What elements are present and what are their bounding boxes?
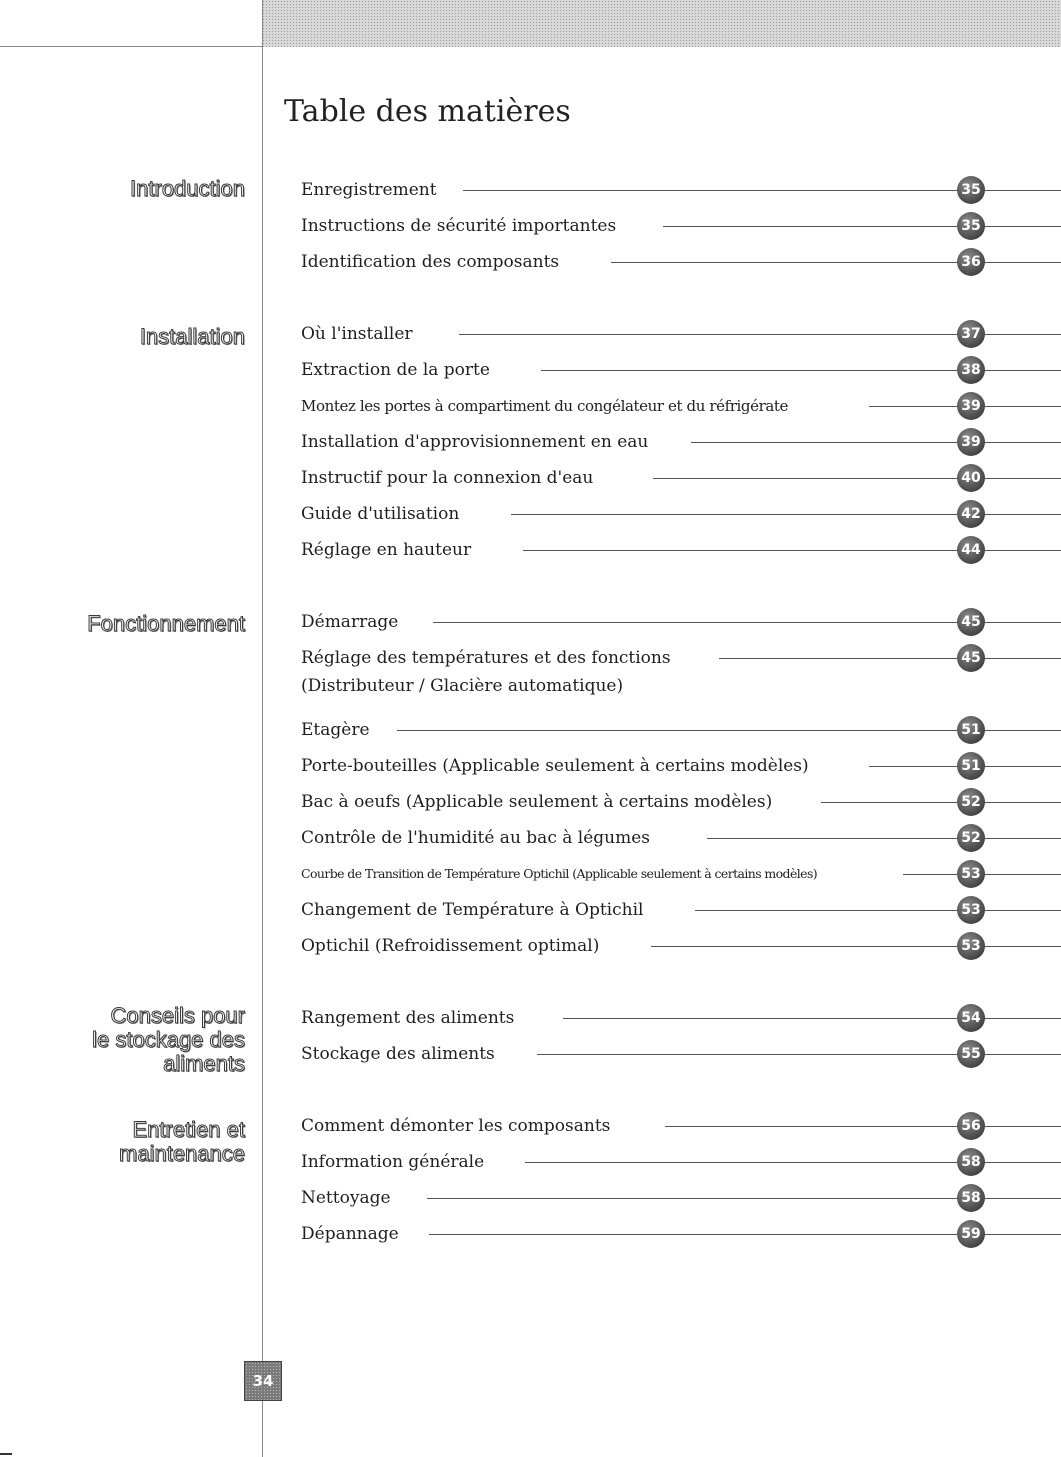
section-label-introduction: Introduction <box>130 176 245 201</box>
toc-entry[interactable] <box>301 644 1061 672</box>
leader-line <box>663 226 1061 227</box>
page-number-badge: 45 <box>957 644 985 672</box>
section-label-conseils <box>92 1004 245 1076</box>
entry-title: Extraction de la porte <box>301 360 490 380</box>
leader-line <box>611 262 1061 263</box>
header-band <box>262 0 1061 47</box>
leader-line <box>719 658 1061 659</box>
page-number-badge: 54 <box>957 1004 985 1032</box>
entry-title: Information générale <box>301 1152 485 1172</box>
toc-entry[interactable] <box>301 248 1061 276</box>
section-label-entretien <box>119 1118 245 1166</box>
entry-title: Changement de Température à Optichil <box>301 900 644 920</box>
page-number-badge: 53 <box>957 932 985 960</box>
page-number-badge: 52 <box>957 788 985 816</box>
leader-line <box>821 802 1061 803</box>
toc-entry[interactable] <box>301 896 1061 924</box>
section-label-line: le stockage des <box>92 1027 245 1052</box>
section-label-line: aliments <box>163 1051 245 1076</box>
toc-entry[interactable] <box>301 212 1061 240</box>
page-number-badge: 51 <box>957 716 985 744</box>
entry-title: Réglage en hauteur <box>301 540 472 560</box>
entry-title: Où l'installer <box>301 324 413 344</box>
page-number-badge: 39 <box>957 428 985 456</box>
entry-title: Nettoyage <box>301 1188 391 1208</box>
page-number-badge: 59 <box>957 1220 985 1248</box>
page-number-badge: 58 <box>957 1184 985 1212</box>
page-number-badge: 35 <box>957 176 985 204</box>
entry-title: Enregistrement <box>301 180 437 200</box>
entry-title: Courbe de Transition de Température Optichil (Applicable seulement à certains modèles) <box>301 866 818 881</box>
page-number-badge: 36 <box>957 248 985 276</box>
entry-title: Bac à oeufs (Applicable seulement à certains modèles) <box>301 792 773 812</box>
toc-entry[interactable] <box>301 752 1061 780</box>
entry-title: Etagère <box>301 720 370 740</box>
toc-entry[interactable] <box>301 1220 1061 1248</box>
toc-entry[interactable] <box>301 608 1061 636</box>
entry-title: Montez les portes à compartiment du congélateur et du réfrigérate <box>301 397 789 415</box>
entry-title: Optichil (Refroidissement optimal) <box>301 936 600 956</box>
leader-line <box>653 478 1061 479</box>
page-number-badge: 58 <box>957 1148 985 1176</box>
page-number-badge: 56 <box>957 1112 985 1140</box>
toc-entry[interactable] <box>301 788 1061 816</box>
toc-entry[interactable] <box>301 1184 1061 1212</box>
toc-entry[interactable] <box>301 356 1061 384</box>
entry-title: Réglage des températures et des fonctions <box>301 648 671 668</box>
entry-continuation: (Distributeur / Glacière automatique) <box>301 676 624 696</box>
section-label-line: Conseils pour <box>110 1003 245 1028</box>
page-number-badge: 38 <box>957 356 985 384</box>
entry-title: Instructions de sécurité importantes <box>301 216 617 236</box>
entry-title: Porte-bouteilles (Applicable seulement à certains modèles) <box>301 756 809 776</box>
page-number-badge: 44 <box>957 536 985 564</box>
entry-title: Guide d'utilisation <box>301 504 460 524</box>
page-number-badge: 52 <box>957 824 985 852</box>
leader-line <box>695 910 1061 911</box>
toc-entry[interactable] <box>301 860 1061 888</box>
page-number-badge: 55 <box>957 1040 985 1068</box>
vertical-divider <box>262 0 263 1457</box>
toc-entry[interactable] <box>301 1112 1061 1140</box>
page-number-badge: 51 <box>957 752 985 780</box>
entry-title: Identification des composants <box>301 252 560 272</box>
page-number-badge: 53 <box>957 896 985 924</box>
leader-line <box>665 1126 1061 1127</box>
entry-title: Instructif pour la connexion d'eau <box>301 468 594 488</box>
leader-line <box>563 1018 1061 1019</box>
page-number-badge: 39 <box>957 392 985 420</box>
section-label-installation: Installation <box>139 324 245 349</box>
section-label-line: maintenance <box>119 1141 245 1166</box>
page-number-badge: 45 <box>957 608 985 636</box>
page-number-badge: 53 <box>957 860 985 888</box>
toc-entry[interactable] <box>301 536 1061 564</box>
page-number-badge: 40 <box>957 464 985 492</box>
toc-entry[interactable] <box>301 320 1061 348</box>
entry-title: Comment démonter les composants <box>301 1116 611 1136</box>
entry-title: Dépannage <box>301 1224 399 1244</box>
toc-entry[interactable] <box>301 428 1061 456</box>
top-rule <box>0 46 262 47</box>
entry-title: Contrôle de l'humidité au bac à légumes <box>301 828 651 848</box>
page-number: 34 <box>244 1361 282 1401</box>
page-number-badge: 35 <box>957 212 985 240</box>
entry-title: Installation d'approvisionnement en eau <box>301 432 649 452</box>
toc-entry[interactable] <box>301 500 1061 528</box>
toc-entry[interactable] <box>301 1004 1061 1032</box>
section-label-line: Entretien et <box>132 1117 245 1142</box>
corner-mark <box>0 1453 12 1455</box>
entry-title: Rangement des aliments <box>301 1008 515 1028</box>
toc-entry[interactable] <box>301 716 1061 744</box>
toc-entry[interactable] <box>301 392 1061 420</box>
toc-entry[interactable] <box>301 1148 1061 1176</box>
entry-title: Démarrage <box>301 612 399 632</box>
toc-entry[interactable] <box>301 1040 1061 1068</box>
page-number-badge: 37 <box>957 320 985 348</box>
leader-line <box>707 838 1061 839</box>
page-number-badge: 42 <box>957 500 985 528</box>
toc-entry[interactable] <box>301 176 1061 204</box>
toc-entry[interactable] <box>301 464 1061 492</box>
entry-title: Stockage des aliments <box>301 1044 495 1064</box>
page-title: Table des matières <box>284 94 571 129</box>
leader-line <box>651 946 1061 947</box>
toc-entry[interactable] <box>301 932 1061 960</box>
toc-entry[interactable] <box>301 824 1061 852</box>
leader-line <box>691 442 1061 443</box>
section-label-fonctionnement: Fonctionnement <box>87 611 245 636</box>
